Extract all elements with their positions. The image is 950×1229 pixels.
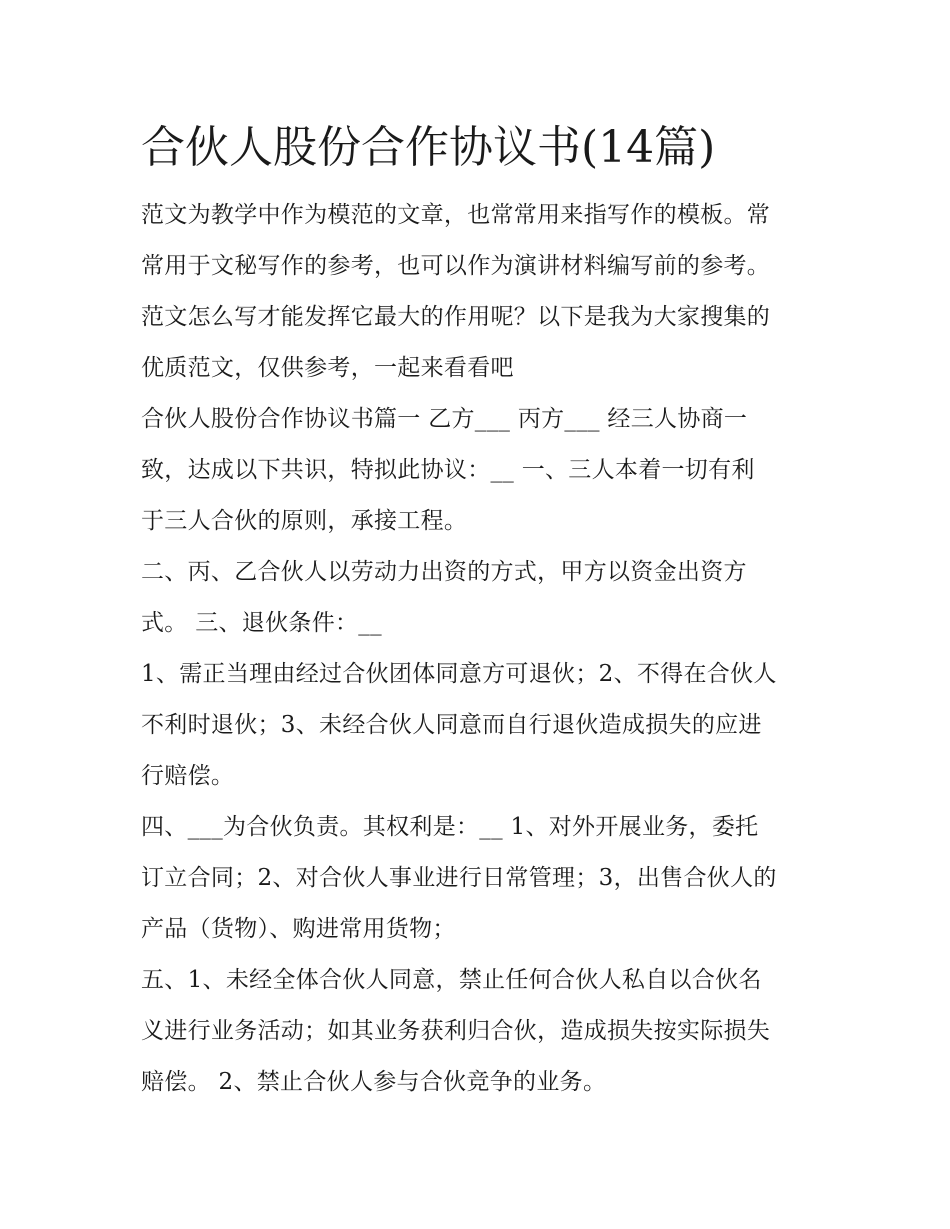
text-line-10: 1、需正当理由经过合伙团体同意方可退伙；2、不得在合伙人 xyxy=(141,661,777,687)
text-line-3: 范文怎么写才能发挥它最大的作用呢？以下是我为大家搜集的 xyxy=(141,304,771,330)
document-title: 合伙人股份合作协议书(14篇) xyxy=(141,122,716,173)
text-line-14: 订立合同；2、对合伙人事业进行日常管理；3，出售合伙人的 xyxy=(141,865,777,891)
text-line-6: 致，达成以下共识，特拟此协议：__ 一、三人本着一切有利 xyxy=(141,457,755,483)
text-line-1: 范文为教学中作为模范的文章，也常常用来指写作的模板。常 xyxy=(141,202,771,228)
text-line-7: 于三人合伙的原则，承接工程。 xyxy=(141,508,468,534)
text-line-5: 合伙人股份合作协议书篇一 乙方___ 丙方___ 经三人协商一 xyxy=(141,406,748,432)
text-line-12: 行赔偿。 xyxy=(141,763,235,789)
text-line-18: 赔偿。 2、禁止合伙人参与合伙竞争的业务。 xyxy=(141,1069,607,1095)
text-line-17: 义进行业务活动；如其业务获利归合伙，造成损失按实际损失 xyxy=(141,1018,771,1044)
text-line-13: 四、___为合伙负责。其权利是：__ 1、对外开展业务，委托 xyxy=(141,814,759,840)
text-line-2: 常用于文秘写作的参考，也可以作为演讲材料编写前的参考。 xyxy=(141,253,771,279)
text-line-11: 不利时退伙；3、未经合伙人同意而自行退伙造成损失的应进 xyxy=(141,712,762,738)
text-line-16: 五、1、未经全体合伙人同意，禁止任何合伙人私自以合伙名 xyxy=(141,967,762,993)
text-line-15: 产品（货物）、购进常用货物； xyxy=(141,916,456,942)
text-line-4: 优质范文，仅供参考，一起来看看吧 xyxy=(141,355,514,381)
document-body xyxy=(141,190,813,1108)
text-line-8: 二、丙、乙合伙人以劳动力出资的方式，甲方以资金出资方 xyxy=(141,559,747,585)
document-page xyxy=(141,118,813,1108)
text-line-9: 式。 三、退伙条件：__ xyxy=(141,610,382,636)
